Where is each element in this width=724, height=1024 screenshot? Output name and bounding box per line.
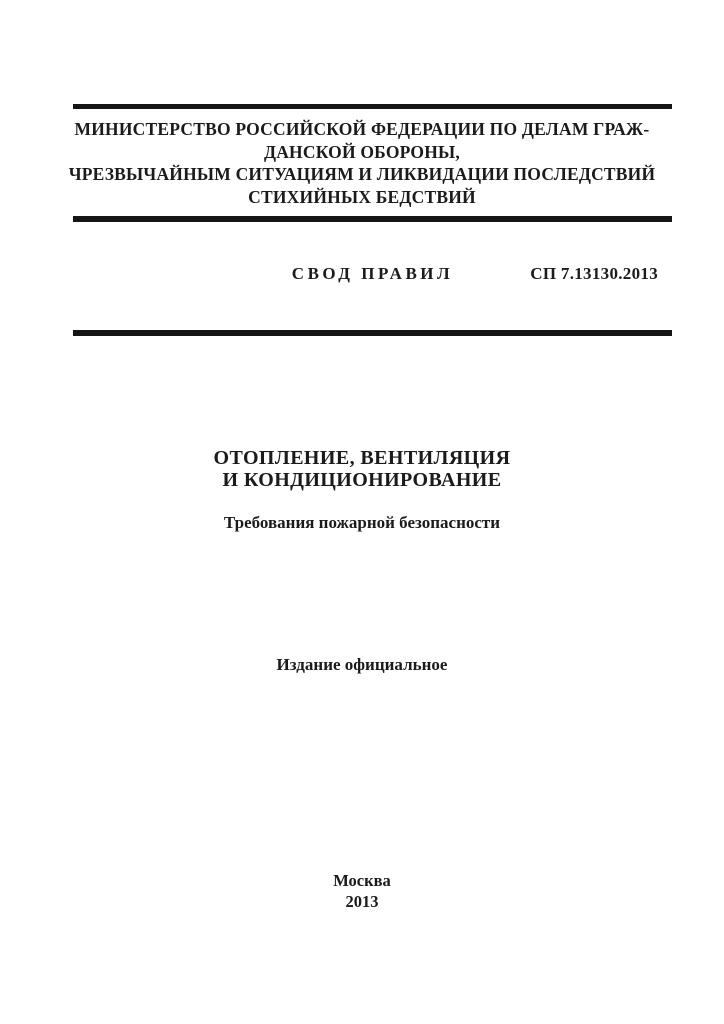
imprint-city: Москва bbox=[333, 871, 391, 890]
horizontal-rule-middle bbox=[73, 216, 672, 222]
document-code-row bbox=[73, 264, 672, 288]
edition-note: Издание официальное bbox=[276, 655, 448, 674]
imprint-block bbox=[36, 870, 688, 912]
horizontal-rule-top bbox=[73, 104, 672, 109]
document-title bbox=[36, 447, 688, 491]
document-title-line: И КОНДИЦИОНИРОВАНИЕ bbox=[222, 469, 502, 491]
document-subtitle: Требования пожарной безопасности bbox=[223, 513, 501, 532]
ministry-header-line: СТИХИЙНЫХ БЕДСТВИЙ bbox=[248, 186, 476, 207]
ministry-header-line: МИНИСТЕРСТВО РОССИЙСКОЙ ФЕДЕРАЦИИ ПО ДЕЛАМ ГРАЖ- bbox=[74, 119, 650, 139]
ministry-header-line: ЧРЕЗВЫЧАЙНЫМ СИТУАЦИЯМ И ЛИКВИДАЦИИ ПОСЛЕДСТВИЙ bbox=[68, 164, 656, 184]
rules-set-label: СВОД ПРАВИЛ bbox=[291, 264, 454, 283]
horizontal-rule-bottom bbox=[73, 330, 672, 336]
document-title-line: ОТОПЛЕНИЕ, ВЕНТИЛЯЦИЯ bbox=[213, 447, 511, 469]
document-code: СП 7.13130.2013 bbox=[530, 264, 658, 283]
ministry-header-line: ДАНСКОЙ ОБОРОНЫ, bbox=[263, 141, 461, 162]
imprint-year: 2013 bbox=[345, 892, 379, 911]
ministry-header bbox=[36, 118, 688, 208]
